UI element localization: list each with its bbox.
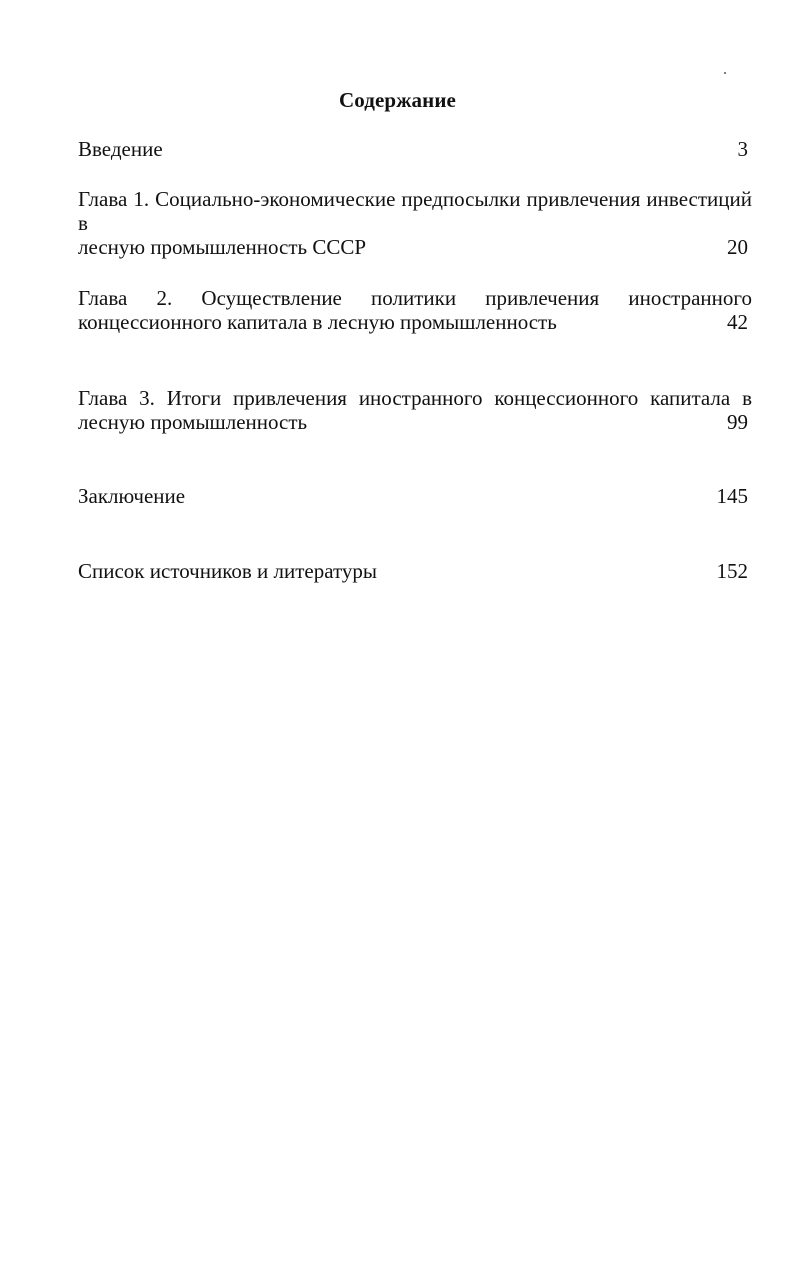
scan-speck xyxy=(724,72,726,74)
toc-title: Содержание xyxy=(339,88,456,112)
toc-entry-page: 42 xyxy=(727,310,748,334)
toc-entry-page: 152 xyxy=(716,559,748,583)
toc-entry-chapter-3 xyxy=(78,386,752,434)
toc-entry-line: лесную промышленность xyxy=(78,410,308,434)
toc-entry-line: лесную промышленность СССР xyxy=(78,235,367,259)
toc-entry-label: Заключение xyxy=(78,484,186,508)
toc-entry-conclusion xyxy=(78,484,752,508)
toc-entry-page: 3 xyxy=(737,137,748,161)
toc-entry-line: Глава 1. Социально-экономические предпосылки привлечения инвестиций в xyxy=(78,187,752,235)
toc-entry-page: 145 xyxy=(716,484,748,508)
toc-entry-line: концессионного капитала в лесную промышленность xyxy=(78,310,557,334)
toc-entry-chapter-2 xyxy=(78,286,752,334)
toc-entry-bibliography xyxy=(78,559,752,583)
toc-entry-introduction xyxy=(78,137,752,161)
toc-entry-line: Глава 3. Итоги привлечения иностранного концессионного капитала в xyxy=(78,386,752,410)
toc-entry-chapter-1 xyxy=(78,187,752,259)
toc-entry-page: 20 xyxy=(727,235,748,259)
toc-entry-label: Введение xyxy=(78,137,163,161)
toc-entry-line: Глава 2. Осуществление политики привлечения иностранного xyxy=(78,286,752,310)
toc-entry-label: Список источников и литературы xyxy=(78,559,378,583)
toc-entry-page: 99 xyxy=(727,410,748,434)
